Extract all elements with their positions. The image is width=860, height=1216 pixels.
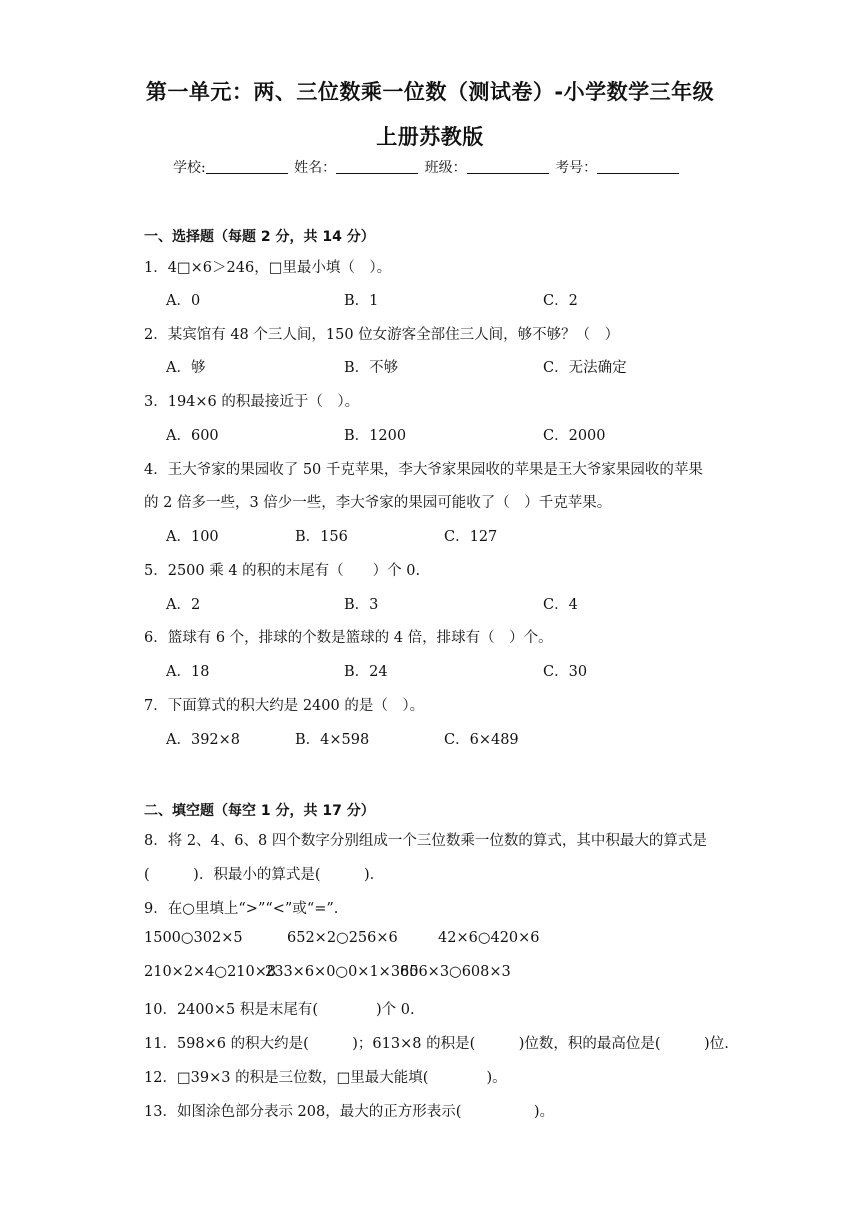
question-10: 10．2400×5 积是末尾有( )个 0. [144, 1002, 415, 1018]
q6-option-c: C．30 [543, 664, 588, 680]
q9-item-6: 806×3○608×3 [400, 964, 511, 980]
q2-option-a: A．够 [166, 360, 206, 376]
question-6: 6．篮球有 6 个，排球的个数是篮球的 4 倍，排球有（ ）个。 [144, 630, 553, 646]
name-label: 姓名： [294, 160, 337, 176]
q4-option-b: B．156 [295, 529, 348, 545]
question-4-line1: 4．王大爷家的果园收了 50 千克苹果，李大爷家果园收的苹果是王大爷家果园收的苹果 [144, 462, 703, 478]
question-8-line1: 8．将 2、4、6、8 四个数字分别组成一个三位数乘一位数的算式，其中积最大的算式是 [144, 833, 707, 849]
school-label: 学校: [173, 160, 206, 176]
question-2: 2．某宾馆有 48 个三人间，150 位女游客全部住三人间，够不够？（ ） [144, 327, 620, 343]
question-5: 5．2500 乘 4 的积的末尾有（ ）个 0. [144, 563, 421, 579]
section-1-heading: 一、选择题（每题 2 分，共 14 分） [144, 229, 375, 245]
exam-no-blank [597, 159, 679, 174]
section-2-heading: 二、填空题（每空 1 分，共 17 分） [144, 803, 375, 819]
class-blank [467, 159, 549, 174]
q1-option-b: B．1 [344, 293, 379, 309]
q7-option-b: B．4×598 [295, 732, 370, 748]
q9-item-2: 652×2○256×6 [287, 930, 398, 946]
q7-option-c: C．6×489 [444, 732, 519, 748]
q2-option-b: B．不够 [344, 360, 399, 376]
question-4-line2: 的 2 倍多一些，3 倍少一些，李大爷家的果园可能收了（ ）千克苹果。 [144, 495, 612, 511]
q1-option-c: C．2 [543, 293, 578, 309]
class-label: 班级： [424, 160, 467, 176]
q9-item-3: 42×6○420×6 [438, 930, 540, 946]
q9-item-4: 210×2×4○210×8 [144, 964, 277, 980]
q7-option-a: A．392×8 [166, 732, 241, 748]
q4-option-c: C．127 [444, 529, 498, 545]
q9-item-1: 1500○302×5 [144, 930, 243, 946]
exam-title-line2: 上册苏教版 [376, 125, 484, 149]
q3-option-a: A．600 [166, 428, 219, 444]
q6-option-b: B．24 [344, 664, 388, 680]
name-blank [336, 159, 418, 174]
school-blank [206, 159, 288, 174]
question-8-line2: ( )．积最小的算式是( )． [144, 867, 385, 883]
question-1: 1．4□×6＞246，□里最小填（ ）。 [144, 260, 392, 276]
q5-option-b: B．3 [344, 597, 379, 613]
question-13: 13．如图涂色部分表示 208，最大的正方形表示( )。 [144, 1104, 555, 1120]
exam-title-line1: 第一单元：两、三位数乘一位数（测试卷）-小学数学三年级 [145, 80, 715, 104]
q2-option-c: C．无法确定 [543, 360, 627, 376]
q5-option-c: C．4 [543, 597, 578, 613]
question-7: 7．下面算式的积大约是 2400 的是（ ）。 [144, 698, 425, 714]
q3-option-b: B．1200 [344, 428, 407, 444]
question-11: 11．598×6 的积大约是( )；613×8 的积是( )位数，积的最高位是( )位. [144, 1036, 729, 1052]
q1-option-a: A．0 [166, 293, 201, 309]
q4-option-a: A．100 [166, 529, 219, 545]
question-12: 12．□39×3 的积是三位数，□里最大能填( )。 [144, 1070, 507, 1086]
q9-item-5: 233×6×0○0×1×365 [265, 964, 419, 980]
question-9: 9．在○里填上“>”“<”或“=”. [144, 901, 339, 917]
q5-option-a: A．2 [166, 597, 201, 613]
student-info-row [173, 157, 681, 177]
question-3: 3．194×6 的积最接近于（ ）。 [144, 394, 360, 410]
exam-no-label: 考号： [555, 160, 598, 176]
q6-option-a: A．18 [166, 664, 210, 680]
q3-option-c: C．2000 [543, 428, 606, 444]
